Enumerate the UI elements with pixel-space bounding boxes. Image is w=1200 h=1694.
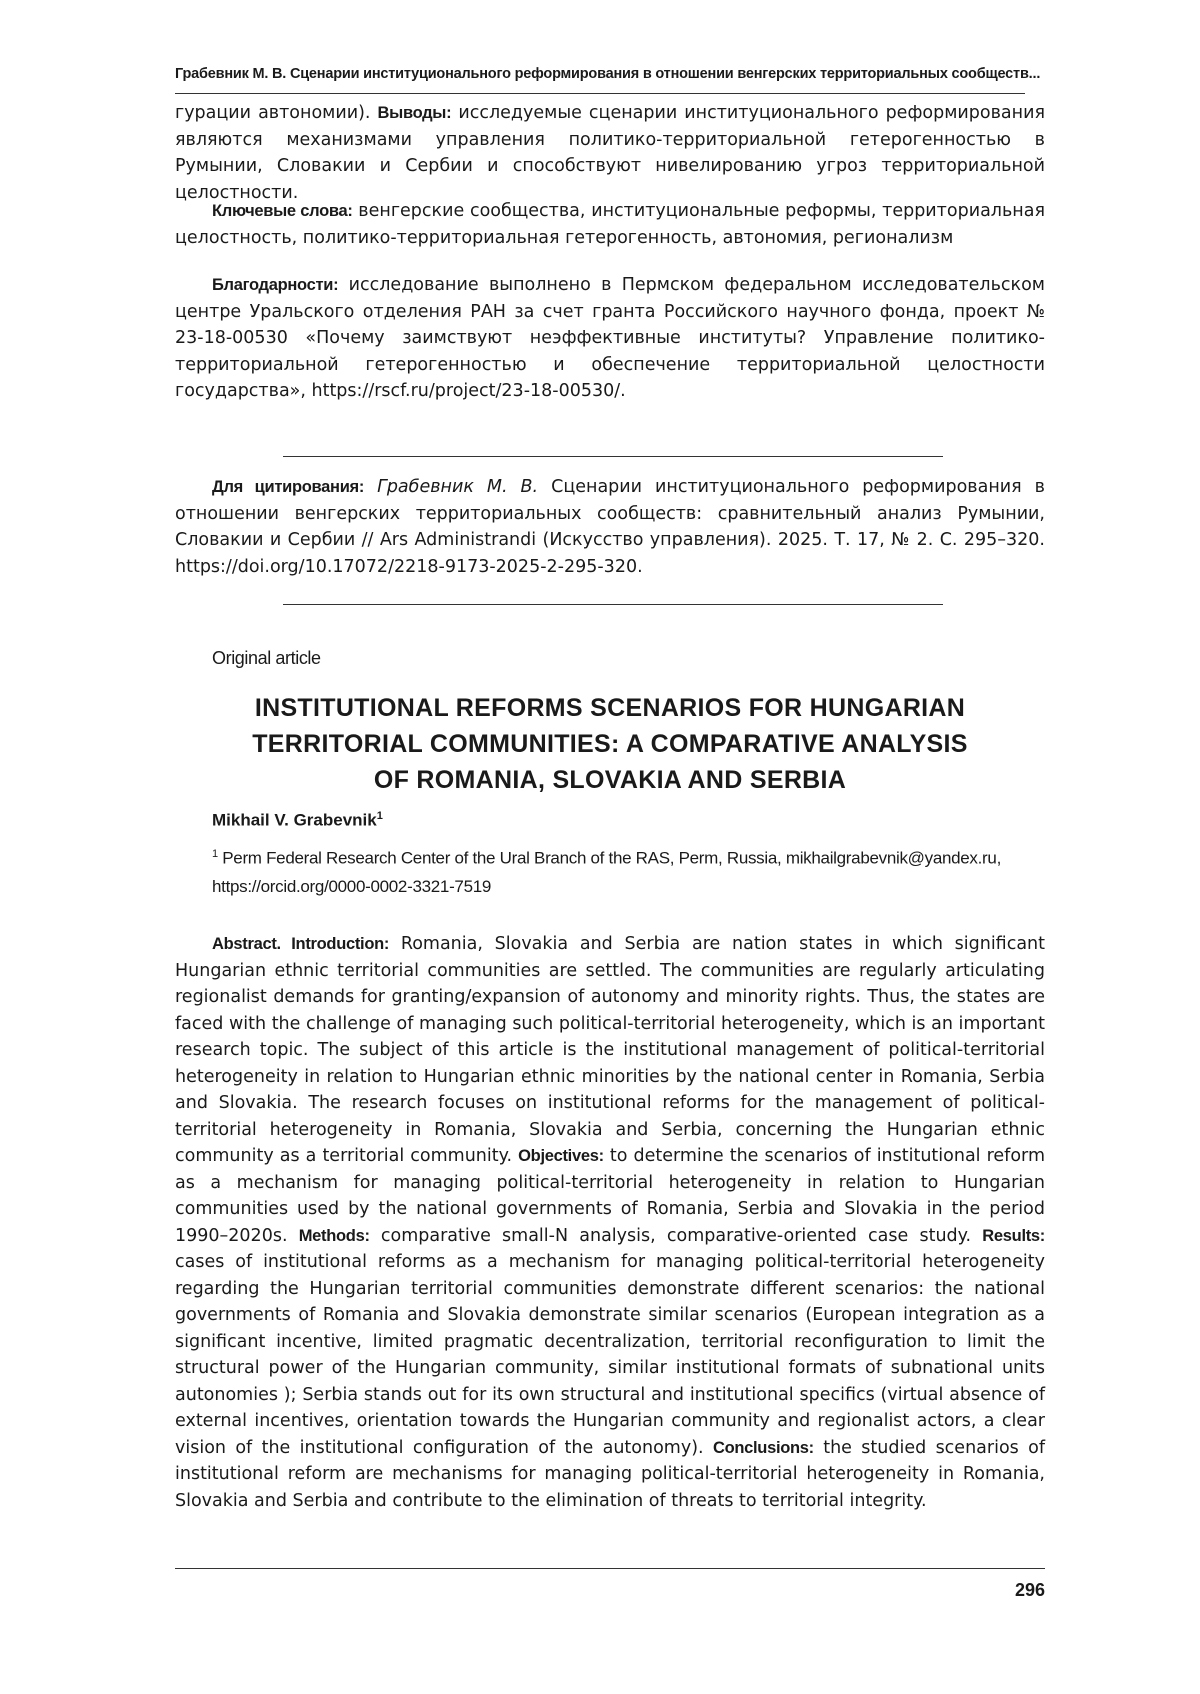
results-text: cases of institutional reforms as a mechanism for managing political-territorial heterogeneity regarding the Hungarian territorial communities demonstrate different scenarios: the national governments of Romania and Slovakia demonstrate similar scenarios (European integration as a significant incentive, limited pragmatic decentralization, territorial reconfiguration to limit the structural power of the Hungarian community, similar institutional formats of subnational units autonomies ); Serbia stands out for its own structural and institutional specifics (virtual absence of external incentives, orientation towards the Hungarian community and regionalist actors, a clear vision of the institutional configuration of the autonomy). [175,1252,1045,1458]
objectives-text: to determine the scenarios of institutional reform as a mechanism for managing political-territorial heterogeneity in relation to Hungarian communities used by the national governments of Romania, Serbia and Slovakia in the period 1990–2020s. [175,1146,1045,1246]
ru-conclusions-label: Выводы: [377,104,452,122]
affiliation-sup: 1 [212,848,218,860]
citation-text: Сценарии институционального реформирования в отношении венгерских территориальных сообществ: сравнительный анализ Румынии, Словакии и Сербии // Ars Administrandi (Искусство управления). 2025. Т. 17, № 2. С. 295–320. https://doi.org/10.17072/2218-9173-2025-2-295-320. [175,477,1045,577]
acknowledgments-label: Благодарности: [212,276,339,294]
acknowledgments-paragraph [175,272,1045,405]
author-sup: 1 [376,810,383,822]
citation-paragraph [175,474,1045,580]
separator-rule [283,456,943,457]
ru-conclusions-text: исследуемые сценарии институционального реформирования являются механизмами управления политико-территориальной гетерогенностью в Румынии, Словакии и Сербии и способствуют нивелированию угроз территориальной целостности. [175,103,1045,203]
results-label: Results: [982,1226,1045,1245]
keywords-text: венгерские сообщества, институциональные реформы, территориальная целостность, политико-территориальная гетерогенность, автономия, регионализм [175,201,1045,248]
ru-abstract-lead: гурации автономии). [175,103,378,123]
keywords-paragraph [175,198,1045,251]
methods-text: comparative small-N analysis, comparative-oriented case study. [369,1225,983,1246]
citation-author: Грабевник М. В. [377,477,539,497]
title-line: INSTITUTIONAL REFORMS SCENARIOS FOR HUNGARIAN [254,694,966,722]
introduction-label: Introduction: [280,935,390,953]
objectives-label: Objectives: [518,1147,604,1165]
acknowledgments-text: исследование выполнено в Пермском федеральном исследовательском центре Уральского отделения РАН за счет гранта Российского научного фонда, проект № 23-18-00530 «Почему заимствуют неэффективные институты? Управление политико-территориальной гетерогенностью и обеспечение территориальной целостности государства», https://rscf.ru/project/23-18-00530/. [175,275,1045,401]
keywords-label: Ключевые слова: [212,202,353,220]
methods-label: Methods: [298,1226,370,1245]
title-line: OF ROMANIA, SLOVAKIA AND SERBIA [373,766,847,794]
affiliation-text: Perm Federal Research Center of the Ural Branch of the RAS, Perm, Russia, mikhailgrabevnik@yandex.ru, https://orcid.org/0000-0002-3321-7519 [212,848,1001,896]
article-title [175,690,1045,798]
abstract-paragraph [175,931,1045,1514]
page-number: 296 [1014,1580,1045,1600]
separator-rule [283,604,943,605]
affiliation [212,840,1045,901]
title-line: TERRITORIAL COMMUNITIES: A COMPARATIVE ANALYSIS [252,730,968,758]
conclusions-text: the studied scenarios of institutional reform are mechanisms for managing political-territorial heterogeneity in Romania, Slovakia and Serbia and contribute to the elimination of threats to territorial integrity. [175,1437,1045,1511]
conclusions-label: Conclusions: [712,1438,814,1457]
article-type: Original article [212,648,321,668]
citation-label: Для цитирования: [212,478,365,496]
introduction-text: Romania, Slovakia and Serbia are nation states in which significant Hungarian ethnic territorial communities are settled. The communities are regularly articulating regionalist demands for granting/expansion of autonomy and minority rights. Thus, the states are faced with the challenge of managing such political-territorial heterogeneity, which is an important research topic. The subject of this article is the institutional management of political-territorial heterogeneity in relation to Hungarian ethnic minorities by the national center in Romania, Serbia and Slovakia. The research focuses on institutional reforms for the management of political-territorial heterogeneity in Romania, Slovakia and Serbia, concerning the Hungarian ethnic community as a territorial community. [175,934,1046,1166]
author-name: Mikhail V. Grabevnik [212,810,377,830]
abstract-label: Abstract. [212,935,281,953]
running-head: Грабевник М. В. Сценарии институционального реформирования в отношении венгерских территориальных сообществ... [175,66,1041,82]
header-rule [175,93,1025,94]
footer-rule [175,1568,1045,1569]
ru-abstract-end [175,100,1045,206]
author [212,810,383,831]
